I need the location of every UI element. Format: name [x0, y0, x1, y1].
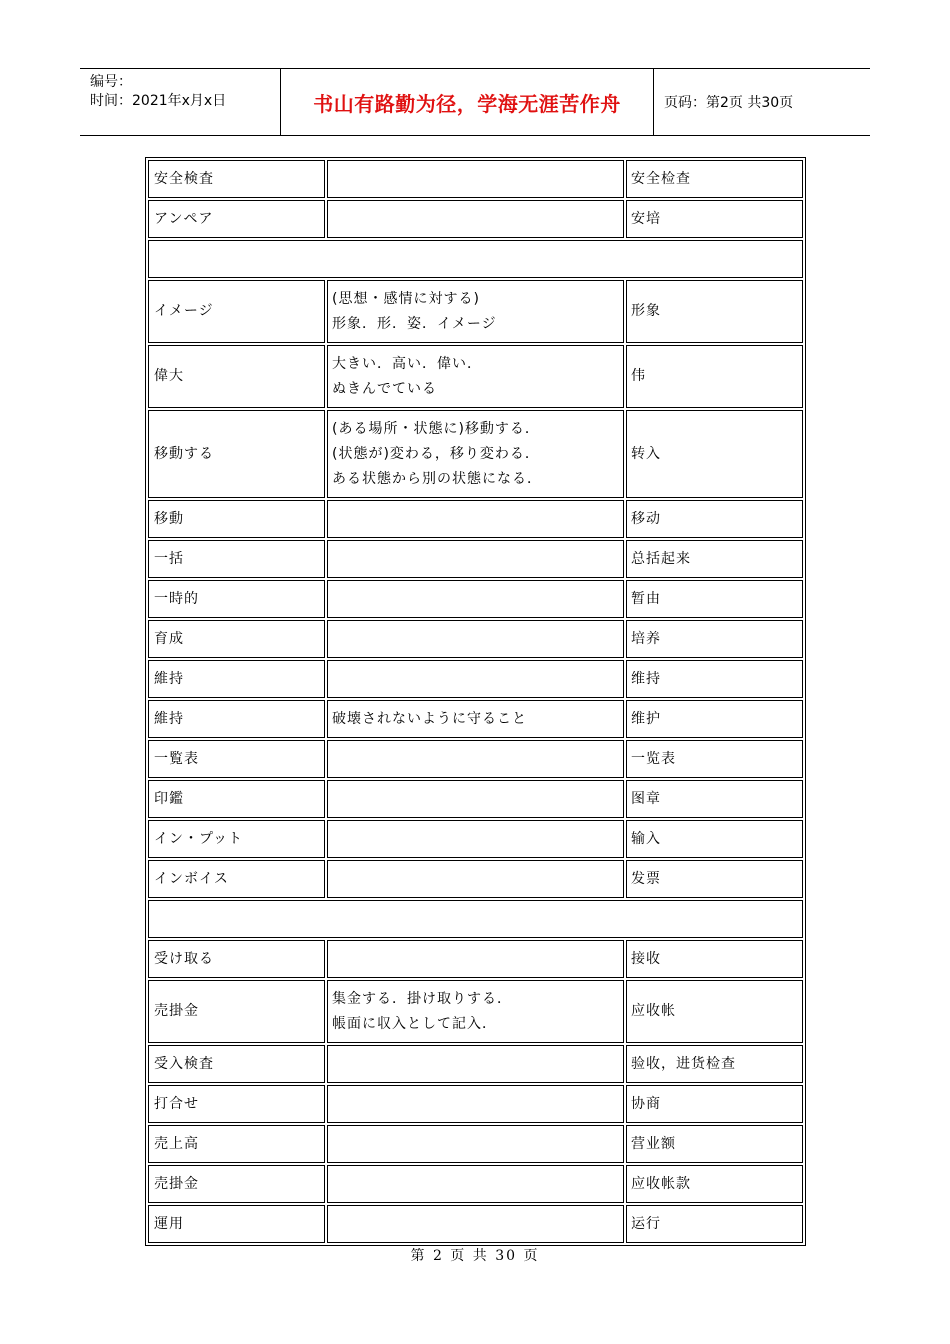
chinese-translation-cell: 协商	[626, 1085, 803, 1123]
japanese-term-cell: 売掛金	[148, 980, 325, 1043]
table-row	[148, 280, 803, 343]
japanese-term-cell: 印鑑	[148, 780, 325, 818]
document-code: 编号：	[90, 74, 132, 90]
table-row	[148, 1045, 803, 1083]
description-line: ぬきんでている	[332, 380, 437, 397]
table-row	[148, 500, 803, 538]
japanese-term-cell: 育成	[148, 620, 325, 658]
chinese-translation-cell: 验收，进货检查	[626, 1045, 803, 1083]
chinese-translation-cell: 安培	[626, 200, 803, 238]
japanese-term-cell: 偉大	[148, 345, 325, 408]
table-row	[148, 660, 803, 698]
description-cell	[327, 940, 624, 978]
table-row	[148, 780, 803, 818]
section-divider-row	[148, 240, 803, 278]
description-line: (思想・感情に対する)	[332, 290, 480, 307]
japanese-term-cell: 維持	[148, 700, 325, 738]
page-header	[80, 68, 870, 136]
japanese-term-cell: 売掛金	[148, 1165, 325, 1203]
description-cell	[327, 1205, 624, 1243]
table-row	[148, 700, 803, 738]
chinese-translation-cell: 输入	[626, 820, 803, 858]
table-row	[148, 540, 803, 578]
chinese-translation-cell: 总括起来	[626, 540, 803, 578]
description-line: ある状態から別の状態になる．	[332, 470, 542, 487]
chinese-translation-cell: 维持	[626, 660, 803, 698]
table-row	[148, 160, 803, 198]
description-cell	[327, 1125, 624, 1163]
table-row	[148, 980, 803, 1043]
description-line: 集金する．掛け取りする．	[332, 990, 512, 1007]
description-line: (ある場所・状態に)移動する．	[332, 420, 540, 437]
table-row	[148, 860, 803, 898]
description-cell	[327, 700, 624, 738]
chinese-translation-cell: 一览表	[626, 740, 803, 778]
japanese-term-cell: アンペア	[148, 200, 325, 238]
vocabulary-table	[145, 157, 806, 1246]
japanese-term-cell: 一覧表	[148, 740, 325, 778]
chinese-translation-cell: 移动	[626, 500, 803, 538]
description-cell	[327, 820, 624, 858]
section-divider-row	[148, 900, 803, 938]
header-page-info: 页码：第2页 共30页	[664, 95, 794, 111]
chinese-translation-cell: 图章	[626, 780, 803, 818]
japanese-term-cell: 移動する	[148, 410, 325, 498]
table-row	[148, 200, 803, 238]
table-row	[148, 1205, 803, 1243]
chinese-translation-cell: 发票	[626, 860, 803, 898]
table-row	[148, 410, 803, 498]
japanese-term-cell: 安全検査	[148, 160, 325, 198]
description-cell	[327, 580, 624, 618]
description-cell	[327, 500, 624, 538]
description-line: 帳面に収入として記入．	[332, 1015, 497, 1032]
chinese-translation-cell: 安全检查	[626, 160, 803, 198]
description-cell	[327, 1045, 624, 1083]
header-slogan: 书山有路勤为径，学海无涯苦作舟	[281, 69, 654, 135]
blank-section-cell	[148, 900, 803, 938]
japanese-term-cell: 運用	[148, 1205, 325, 1243]
chinese-translation-cell: 接收	[626, 940, 803, 978]
chinese-translation-cell: 应收帐	[626, 980, 803, 1043]
japanese-term-cell: 売上高	[148, 1125, 325, 1163]
japanese-term-cell: インボイス	[148, 860, 325, 898]
table-row	[148, 345, 803, 408]
description-cell	[327, 200, 624, 238]
chinese-translation-cell: 伟	[626, 345, 803, 408]
chinese-translation-cell: 维护	[626, 700, 803, 738]
table-row	[148, 820, 803, 858]
description-line: 形象．形．姿．イメージ	[332, 315, 497, 332]
chinese-translation-cell: 营业额	[626, 1125, 803, 1163]
chinese-translation-cell: 运行	[626, 1205, 803, 1243]
description-cell	[327, 740, 624, 778]
table-row	[148, 1125, 803, 1163]
table-row	[148, 740, 803, 778]
description-cell	[327, 780, 624, 818]
chinese-translation-cell: 培养	[626, 620, 803, 658]
japanese-term-cell: 一時的	[148, 580, 325, 618]
japanese-term-cell: 受け取る	[148, 940, 325, 978]
description-cell	[327, 1085, 624, 1123]
japanese-term-cell: 維持	[148, 660, 325, 698]
japanese-term-cell: イメージ	[148, 280, 325, 343]
description-cell	[327, 160, 624, 198]
description-cell	[327, 620, 624, 658]
description-cell	[327, 980, 624, 1043]
table-row	[148, 620, 803, 658]
description-line: (状態が)変わる，移り変わる．	[332, 445, 540, 462]
description-cell	[327, 1165, 624, 1203]
table-row	[148, 580, 803, 618]
header-meta	[80, 69, 281, 135]
description-line: 破壊されないように守ること	[332, 710, 527, 727]
japanese-term-cell: 移動	[148, 500, 325, 538]
description-cell	[327, 860, 624, 898]
vocabulary-table-body	[148, 160, 803, 1243]
japanese-term-cell: 打合せ	[148, 1085, 325, 1123]
chinese-translation-cell: 应收帐款	[626, 1165, 803, 1203]
description-cell	[327, 410, 624, 498]
japanese-term-cell: 受入検査	[148, 1045, 325, 1083]
page-footer: 第 2 页 共 30 页	[410, 1248, 540, 1264]
description-cell	[327, 345, 624, 408]
chinese-translation-cell: 形象	[626, 280, 803, 343]
description-cell	[327, 540, 624, 578]
chinese-translation-cell: 转入	[626, 410, 803, 498]
document-time: 时间：2021年x月x日	[90, 93, 227, 109]
description-cell	[327, 660, 624, 698]
description-cell	[327, 280, 624, 343]
table-row	[148, 940, 803, 978]
chinese-translation-cell: 暂由	[626, 580, 803, 618]
description-line: 大きい．高い．偉い．	[332, 355, 482, 372]
table-row	[148, 1165, 803, 1203]
japanese-term-cell: イン・プット	[148, 820, 325, 858]
japanese-term-cell: 一括	[148, 540, 325, 578]
blank-section-cell	[148, 240, 803, 278]
table-row	[148, 1085, 803, 1123]
